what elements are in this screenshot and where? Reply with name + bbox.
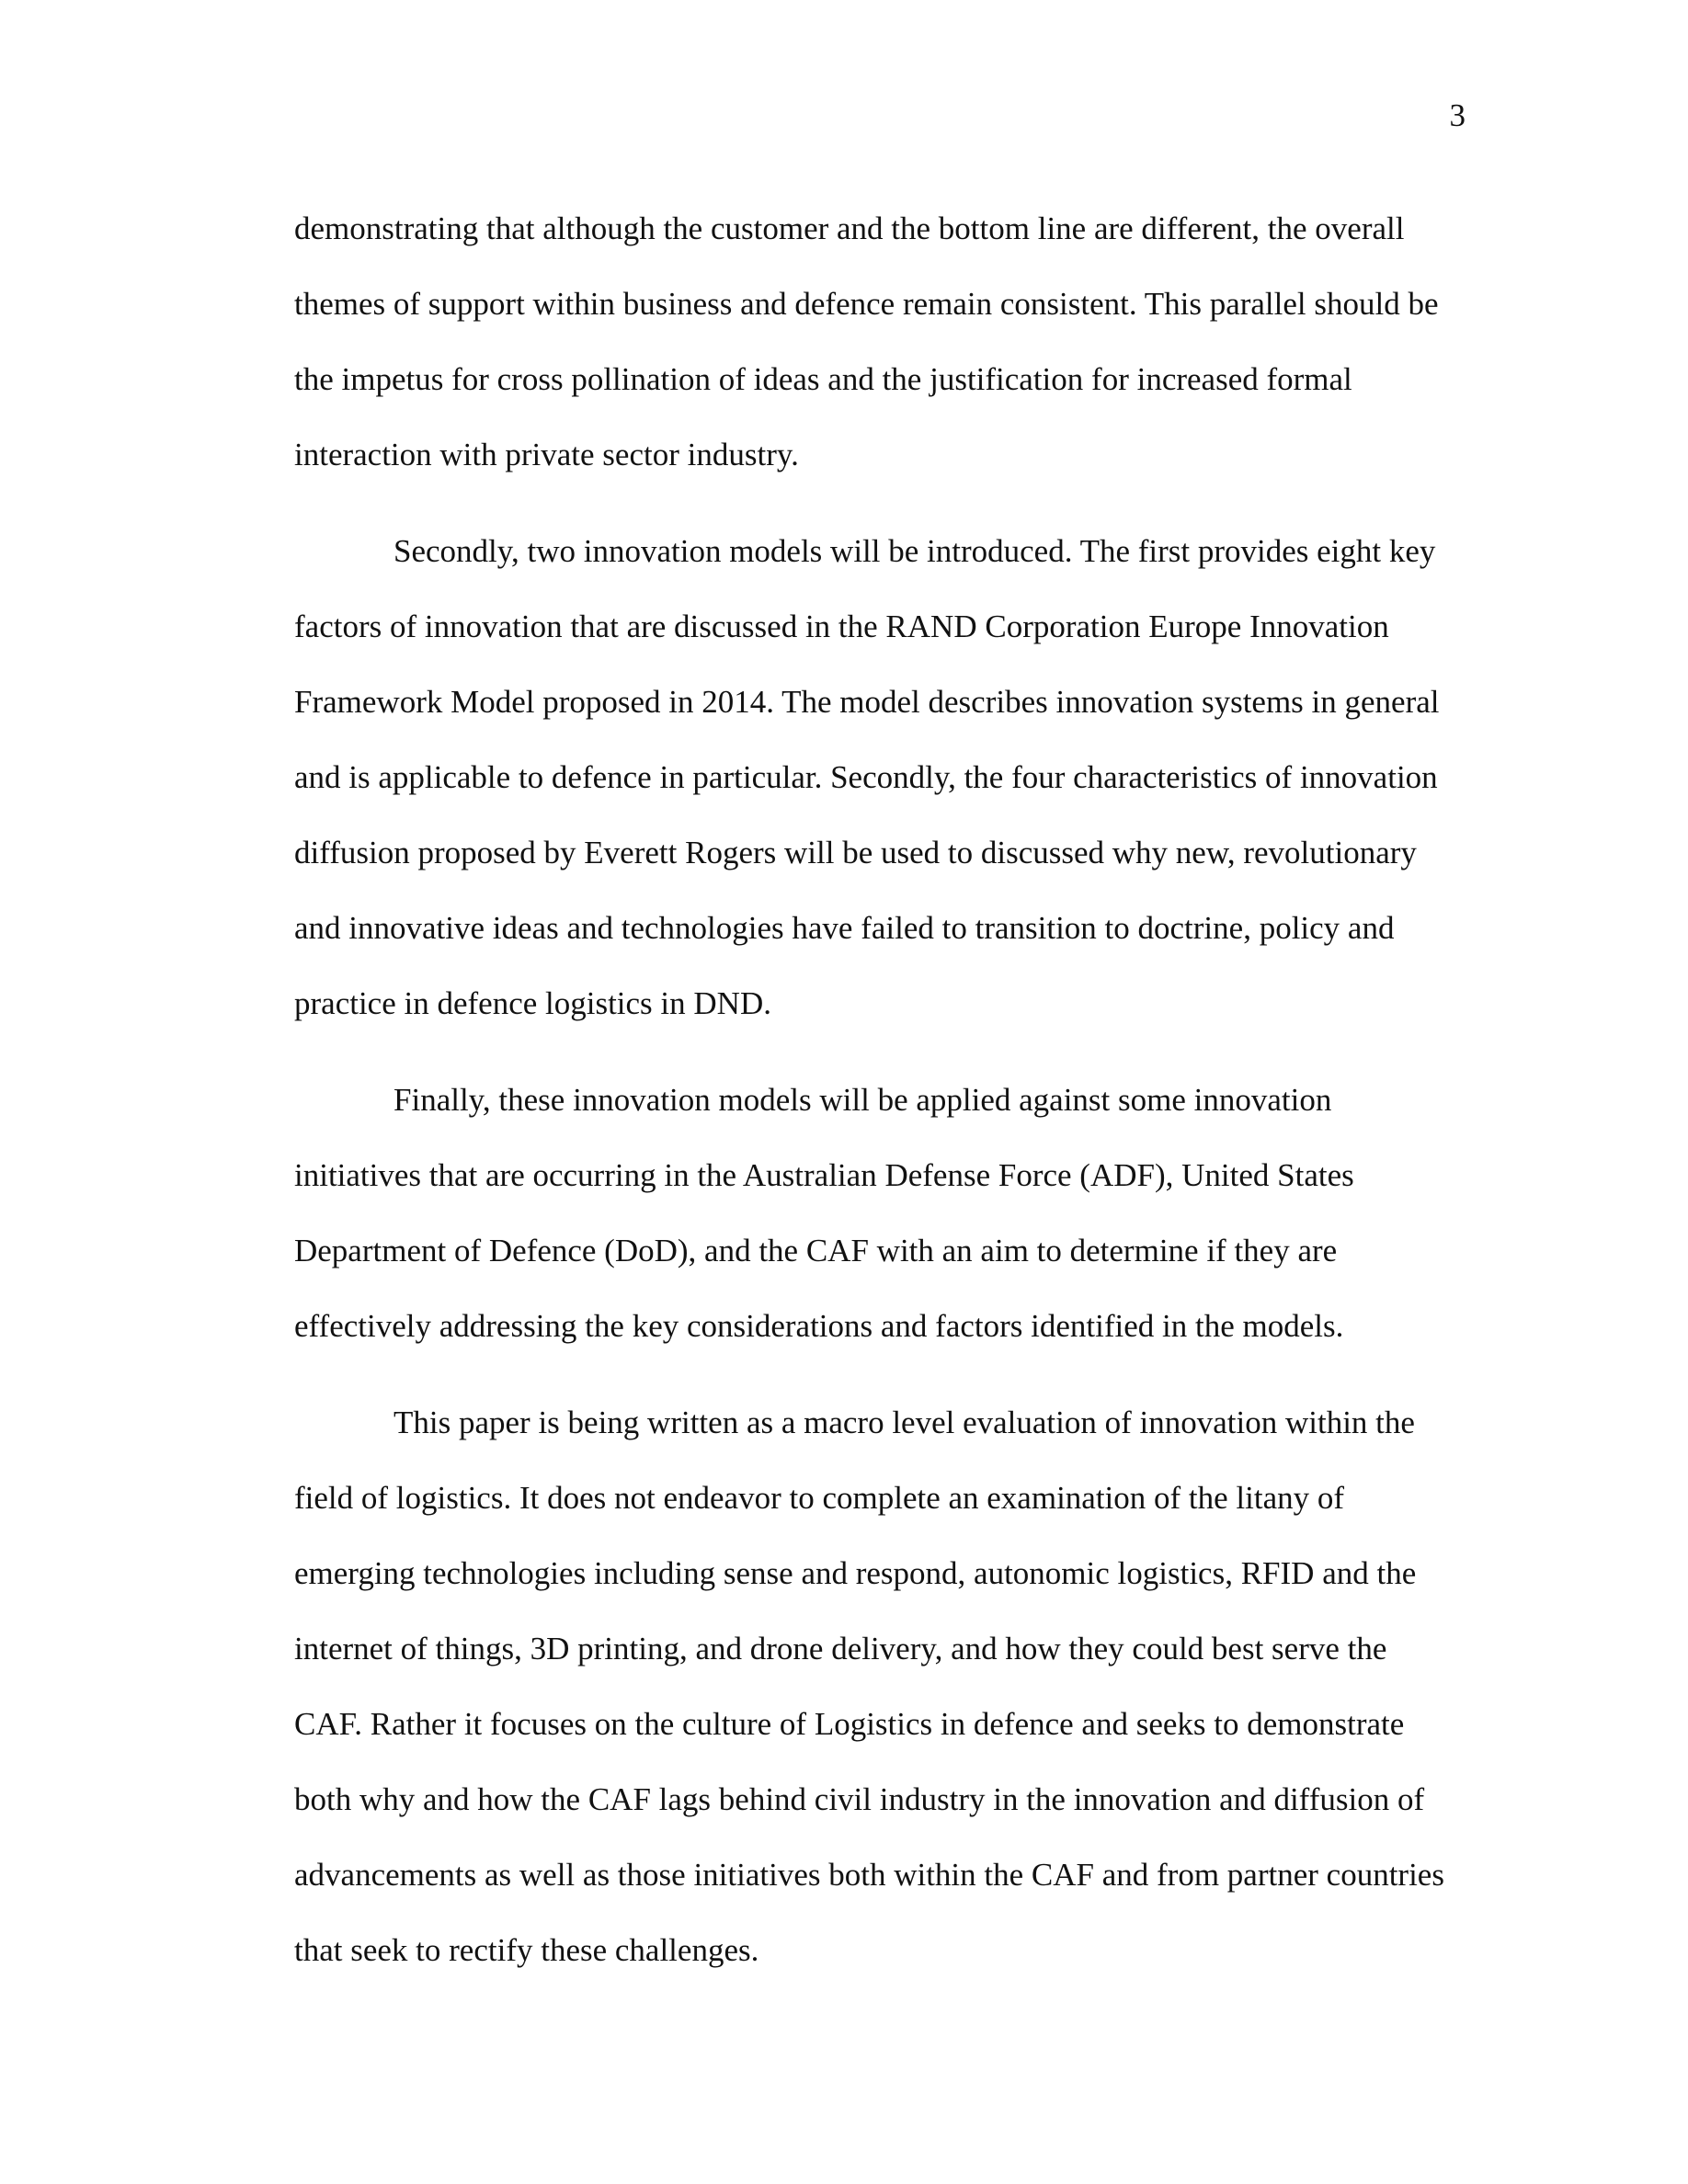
text-line: the impetus for cross pollination of ideas and the justification for increased formal <box>294 361 1352 397</box>
text-line: interaction with private sector industry. <box>294 437 799 472</box>
text-line: and is applicable to defence in particular. Secondly, the four characteristics of innovation <box>294 759 1438 795</box>
text-line: themes of support within business and defence remain consistent. This parallel should be <box>294 286 1439 322</box>
text-line: and innovative ideas and technologies have failed to transition to doctrine, policy and <box>294 910 1395 946</box>
text-line: CAF. Rather it focuses on the culture of Logistics in defence and seeks to demonstrate <box>294 1706 1405 1742</box>
text-line: initiatives that are occurring in the Australian Defense Force (ADF), United States <box>294 1157 1354 1193</box>
paragraph-1 <box>294 191 1469 493</box>
text-line: internet of things, 3D printing, and drone delivery, and how they could best serve the <box>294 1631 1387 1666</box>
text-line: diffusion proposed by Everett Rogers will be used to discussed why new, revolutionary <box>294 835 1417 870</box>
paragraph-3 <box>294 1063 1469 1364</box>
text-line: factors of innovation that are discussed in the RAND Corporation Europe Innovation <box>294 609 1389 644</box>
text-line: Department of Defence (DoD), and the CAF with an aim to determine if they are <box>294 1233 1338 1268</box>
text-line: Finally, these innovation models will be applied against some innovation <box>393 1082 1332 1118</box>
text-line: demonstrating that although the customer and the bottom line are different, the overall <box>294 210 1405 246</box>
text-line: Framework Model proposed in 2014. The model describes innovation systems in general <box>294 684 1440 720</box>
body-text <box>294 191 1469 2009</box>
paragraph-2 <box>294 514 1469 1041</box>
text-line: This paper is being written as a macro level evaluation of innovation within the <box>393 1405 1415 1440</box>
text-line: that seek to rectify these challenges. <box>294 1932 759 1968</box>
page-number: 3 <box>1449 97 1466 133</box>
text-line: practice in defence logistics in DND. <box>294 985 771 1021</box>
text-line: emerging technologies including sense and respond, autonomic logistics, RFID and the <box>294 1555 1417 1591</box>
text-line: advancements as well as those initiatives both within the CAF and from partner countries <box>294 1857 1444 1893</box>
text-line: both why and how the CAF lags behind civil industry in the innovation and diffusion of <box>294 1781 1425 1817</box>
text-line: effectively addressing the key considerations and factors identified in the models. <box>294 1308 1344 1344</box>
text-line: field of logistics. It does not endeavor to complete an examination of the litany of <box>294 1480 1345 1516</box>
text-line: Secondly, two innovation models will be introduced. The first provides eight key <box>393 533 1436 569</box>
paragraph-4 <box>294 1385 1469 1988</box>
